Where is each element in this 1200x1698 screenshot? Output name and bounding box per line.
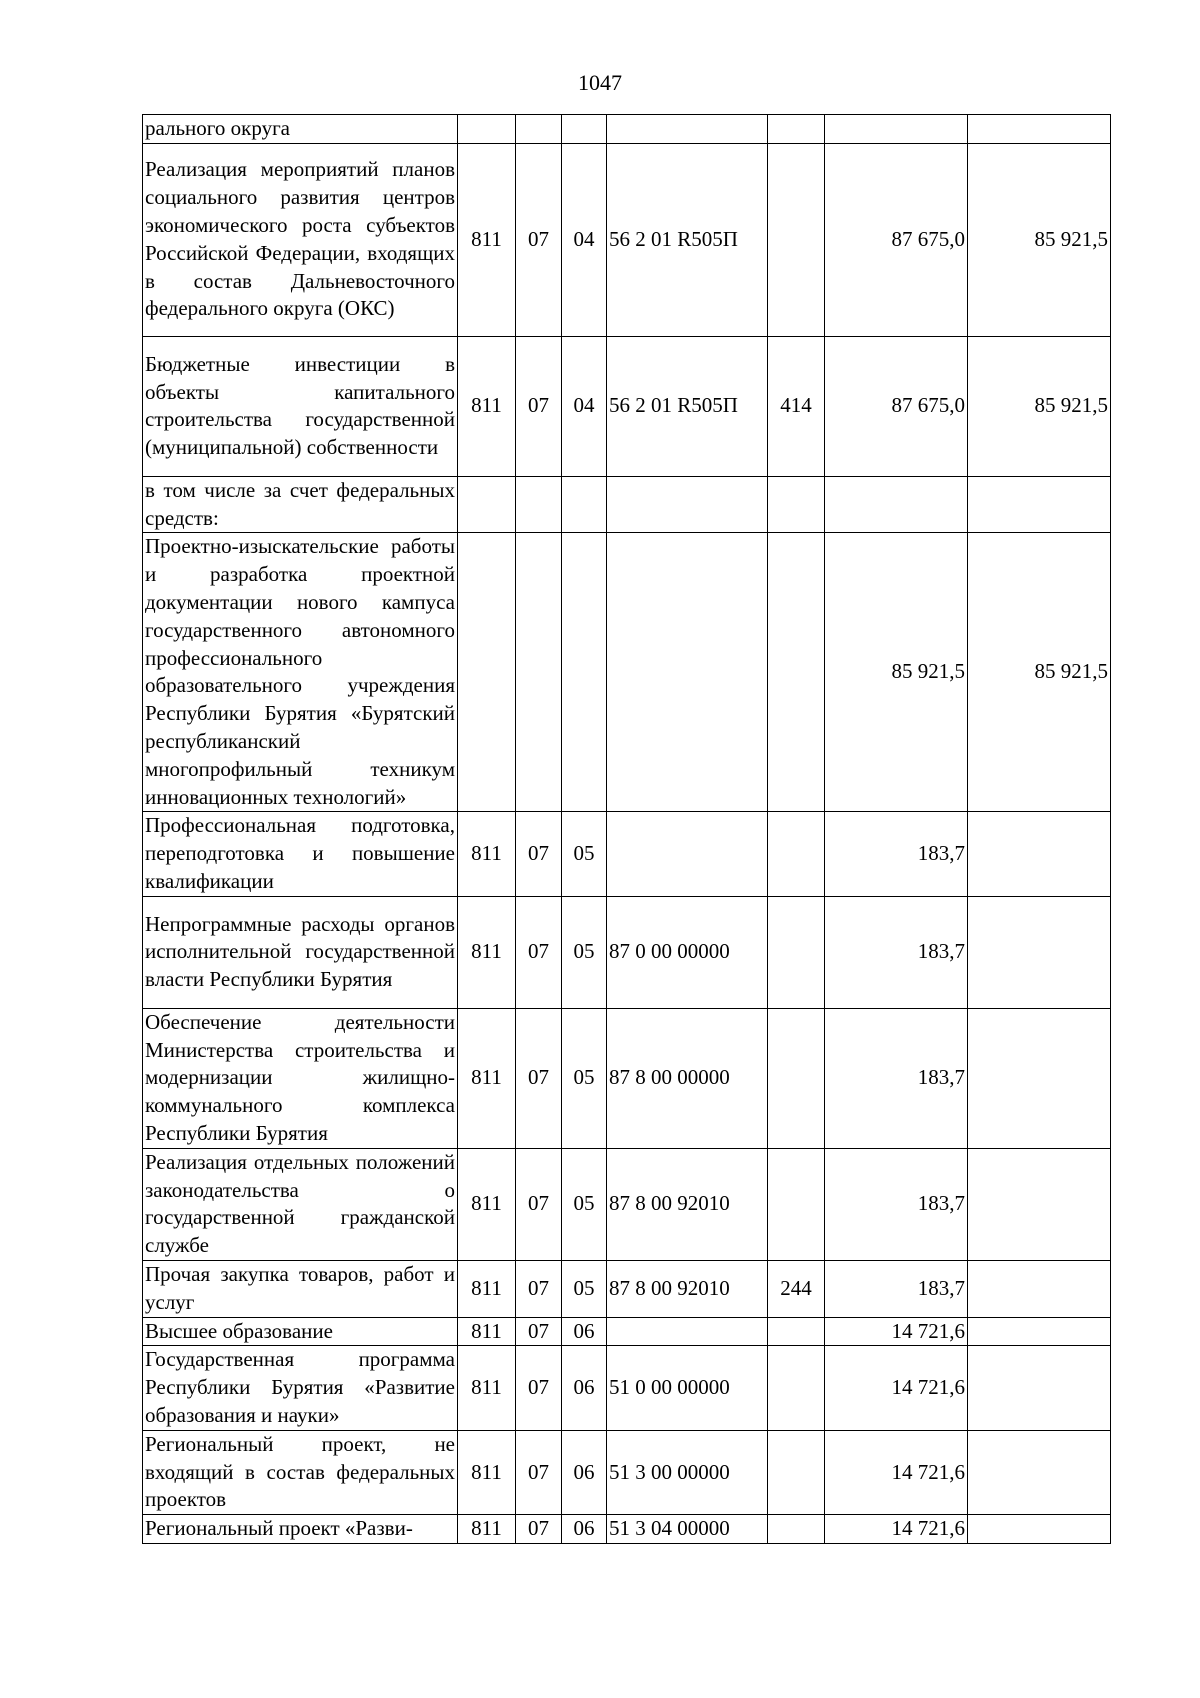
expense-type-cell	[768, 896, 825, 1008]
amount-cell-2	[968, 1260, 1111, 1317]
subsection-code-cell: 05	[562, 1008, 607, 1148]
row-name-cell: Непрограммные расходы органов исполнительной государственной власти Республики Бурятия	[143, 896, 458, 1008]
expense-type-cell	[768, 476, 825, 533]
target-article-cell: 87 0 00 00000	[607, 896, 768, 1008]
page-number: 1047	[578, 70, 622, 95]
row-name-cell: Бюджетные инвестиции в объекты капитального строительства государственной (муниципальной) собственности	[143, 336, 458, 476]
target-article-cell: 51 3 00 00000	[607, 1430, 768, 1514]
table-row	[143, 812, 1111, 896]
table-row	[143, 476, 1111, 533]
table-row	[143, 1430, 1111, 1514]
section-code-cell	[516, 115, 562, 144]
amount-cell-2	[968, 812, 1111, 896]
table-row	[143, 533, 1111, 812]
expense-type-cell	[768, 143, 825, 336]
amount-cell-2: 85 921,5	[968, 143, 1111, 336]
grbs-code-cell	[458, 115, 516, 144]
subsection-code-cell: 05	[562, 1148, 607, 1260]
subsection-code-cell	[562, 115, 607, 144]
target-article-cell: 87 8 00 92010	[607, 1260, 768, 1317]
section-code-cell: 07	[516, 1515, 562, 1544]
amount-cell-1: 14 721,6	[825, 1317, 968, 1346]
amount-cell-2	[968, 896, 1111, 1008]
target-article-cell	[607, 533, 768, 812]
row-name-cell: Региональный проект, не входящий в состав федеральных проектов	[143, 1430, 458, 1514]
section-code-cell: 07	[516, 812, 562, 896]
amount-cell-2	[968, 1346, 1111, 1430]
amount-cell-2	[968, 1430, 1111, 1514]
row-name-cell: Высшее образование	[143, 1317, 458, 1346]
expense-type-cell: 244	[768, 1260, 825, 1317]
section-code-cell: 07	[516, 1260, 562, 1317]
row-name-cell: Региональный проект «Разви-	[143, 1515, 458, 1544]
expense-type-cell	[768, 1515, 825, 1544]
section-code-cell: 07	[516, 1346, 562, 1430]
row-name-cell: Обеспечение деятельности Министерства строительства и модернизации жилищно-коммунального комплекса Республики Бурятия	[143, 1008, 458, 1148]
row-name-cell: Проектно-изыскательские работы и разработка проектной документации нового кампуса государственного автономного профессионального образовательного учреждения Республики Бурятия «Бурятский республиканский многопрофильный техникум инновационных технологий»	[143, 533, 458, 812]
section-code-cell	[516, 533, 562, 812]
subsection-code-cell	[562, 476, 607, 533]
target-article-cell: 51 3 04 00000	[607, 1515, 768, 1544]
grbs-code-cell: 811	[458, 896, 516, 1008]
amount-cell-2	[968, 1008, 1111, 1148]
grbs-code-cell: 811	[458, 1008, 516, 1148]
section-code-cell	[516, 476, 562, 533]
table-row	[143, 1260, 1111, 1317]
subsection-code-cell: 04	[562, 336, 607, 476]
expense-type-cell	[768, 533, 825, 812]
amount-cell-2	[968, 1515, 1111, 1544]
subsection-code-cell: 06	[562, 1317, 607, 1346]
amount-cell-1: 87 675,0	[825, 336, 968, 476]
target-article-cell: 87 8 00 92010	[607, 1148, 768, 1260]
amount-cell-1: 14 721,6	[825, 1515, 968, 1544]
subsection-code-cell: 06	[562, 1346, 607, 1430]
subsection-code-cell: 05	[562, 1260, 607, 1317]
row-name-cell: рального округа	[143, 115, 458, 144]
amount-cell-1: 14 721,6	[825, 1346, 968, 1430]
amount-cell-1	[825, 476, 968, 533]
amount-cell-1: 14 721,6	[825, 1430, 968, 1514]
section-code-cell: 07	[516, 1430, 562, 1514]
amount-cell-2	[968, 476, 1111, 533]
row-name-cell: Прочая закупка товаров, работ и услуг	[143, 1260, 458, 1317]
grbs-code-cell	[458, 476, 516, 533]
table-row	[143, 115, 1111, 144]
table-row	[143, 143, 1111, 336]
amount-cell-2	[968, 115, 1111, 144]
target-article-cell: 56 2 01 R505П	[607, 336, 768, 476]
target-article-cell	[607, 476, 768, 533]
expense-type-cell	[768, 115, 825, 144]
amount-cell-1: 183,7	[825, 896, 968, 1008]
amount-cell-2	[968, 1148, 1111, 1260]
target-article-cell: 56 2 01 R505П	[607, 143, 768, 336]
grbs-code-cell: 811	[458, 1260, 516, 1317]
section-code-cell: 07	[516, 143, 562, 336]
grbs-code-cell: 811	[458, 1430, 516, 1514]
expense-type-cell	[768, 1346, 825, 1430]
subsection-code-cell: 06	[562, 1430, 607, 1514]
table-row	[143, 896, 1111, 1008]
expense-type-cell	[768, 1008, 825, 1148]
amount-cell-2	[968, 1317, 1111, 1346]
grbs-code-cell: 811	[458, 336, 516, 476]
row-name-cell: в том числе за счет федеральных средств:	[143, 476, 458, 533]
section-code-cell: 07	[516, 1148, 562, 1260]
amount-cell-1: 87 675,0	[825, 143, 968, 336]
target-article-cell	[607, 115, 768, 144]
expense-type-cell	[768, 812, 825, 896]
expense-type-cell	[768, 1148, 825, 1260]
grbs-code-cell: 811	[458, 1515, 516, 1544]
target-article-cell	[607, 1317, 768, 1346]
subsection-code-cell: 04	[562, 143, 607, 336]
amount-cell-2: 85 921,5	[968, 533, 1111, 812]
subsection-code-cell: 05	[562, 896, 607, 1008]
table-row	[143, 336, 1111, 476]
amount-cell-1: 183,7	[825, 1260, 968, 1317]
section-code-cell: 07	[516, 1008, 562, 1148]
amount-cell-1: 85 921,5	[825, 533, 968, 812]
amount-cell-1: 183,7	[825, 1008, 968, 1148]
amount-cell-1: 183,7	[825, 1148, 968, 1260]
expense-type-cell	[768, 1317, 825, 1346]
row-name-cell: Государственная программа Республики Бурятия «Развитие образования и науки»	[143, 1346, 458, 1430]
row-name-cell: Реализация отдельных положений законодательства о государственной гражданской службе	[143, 1148, 458, 1260]
grbs-code-cell: 811	[458, 1148, 516, 1260]
amount-cell-1: 183,7	[825, 812, 968, 896]
section-code-cell: 07	[516, 896, 562, 1008]
target-article-cell	[607, 812, 768, 896]
row-name-cell: Профессиональная подготовка, переподготовка и повышение квалификации	[143, 812, 458, 896]
table-row	[143, 1008, 1111, 1148]
grbs-code-cell: 811	[458, 812, 516, 896]
subsection-code-cell: 06	[562, 1515, 607, 1544]
budget-table	[142, 114, 1111, 1544]
target-article-cell: 87 8 00 00000	[607, 1008, 768, 1148]
section-code-cell: 07	[516, 1317, 562, 1346]
amount-cell-2: 85 921,5	[968, 336, 1111, 476]
grbs-code-cell	[458, 533, 516, 812]
row-name-cell: Реализация мероприятий планов социального развития центров экономического роста субъектов Российской Федерации, входящих в состав Дальневосточного федерального округа (ОКС)	[143, 143, 458, 336]
table-row	[143, 1346, 1111, 1430]
grbs-code-cell: 811	[458, 1317, 516, 1346]
expense-type-cell: 414	[768, 336, 825, 476]
expense-type-cell	[768, 1430, 825, 1514]
target-article-cell: 51 0 00 00000	[607, 1346, 768, 1430]
subsection-code-cell	[562, 533, 607, 812]
grbs-code-cell: 811	[458, 143, 516, 336]
subsection-code-cell: 05	[562, 812, 607, 896]
table-row	[143, 1317, 1111, 1346]
section-code-cell: 07	[516, 336, 562, 476]
table-row	[143, 1148, 1111, 1260]
amount-cell-1	[825, 115, 968, 144]
table-row	[143, 1515, 1111, 1544]
grbs-code-cell: 811	[458, 1346, 516, 1430]
